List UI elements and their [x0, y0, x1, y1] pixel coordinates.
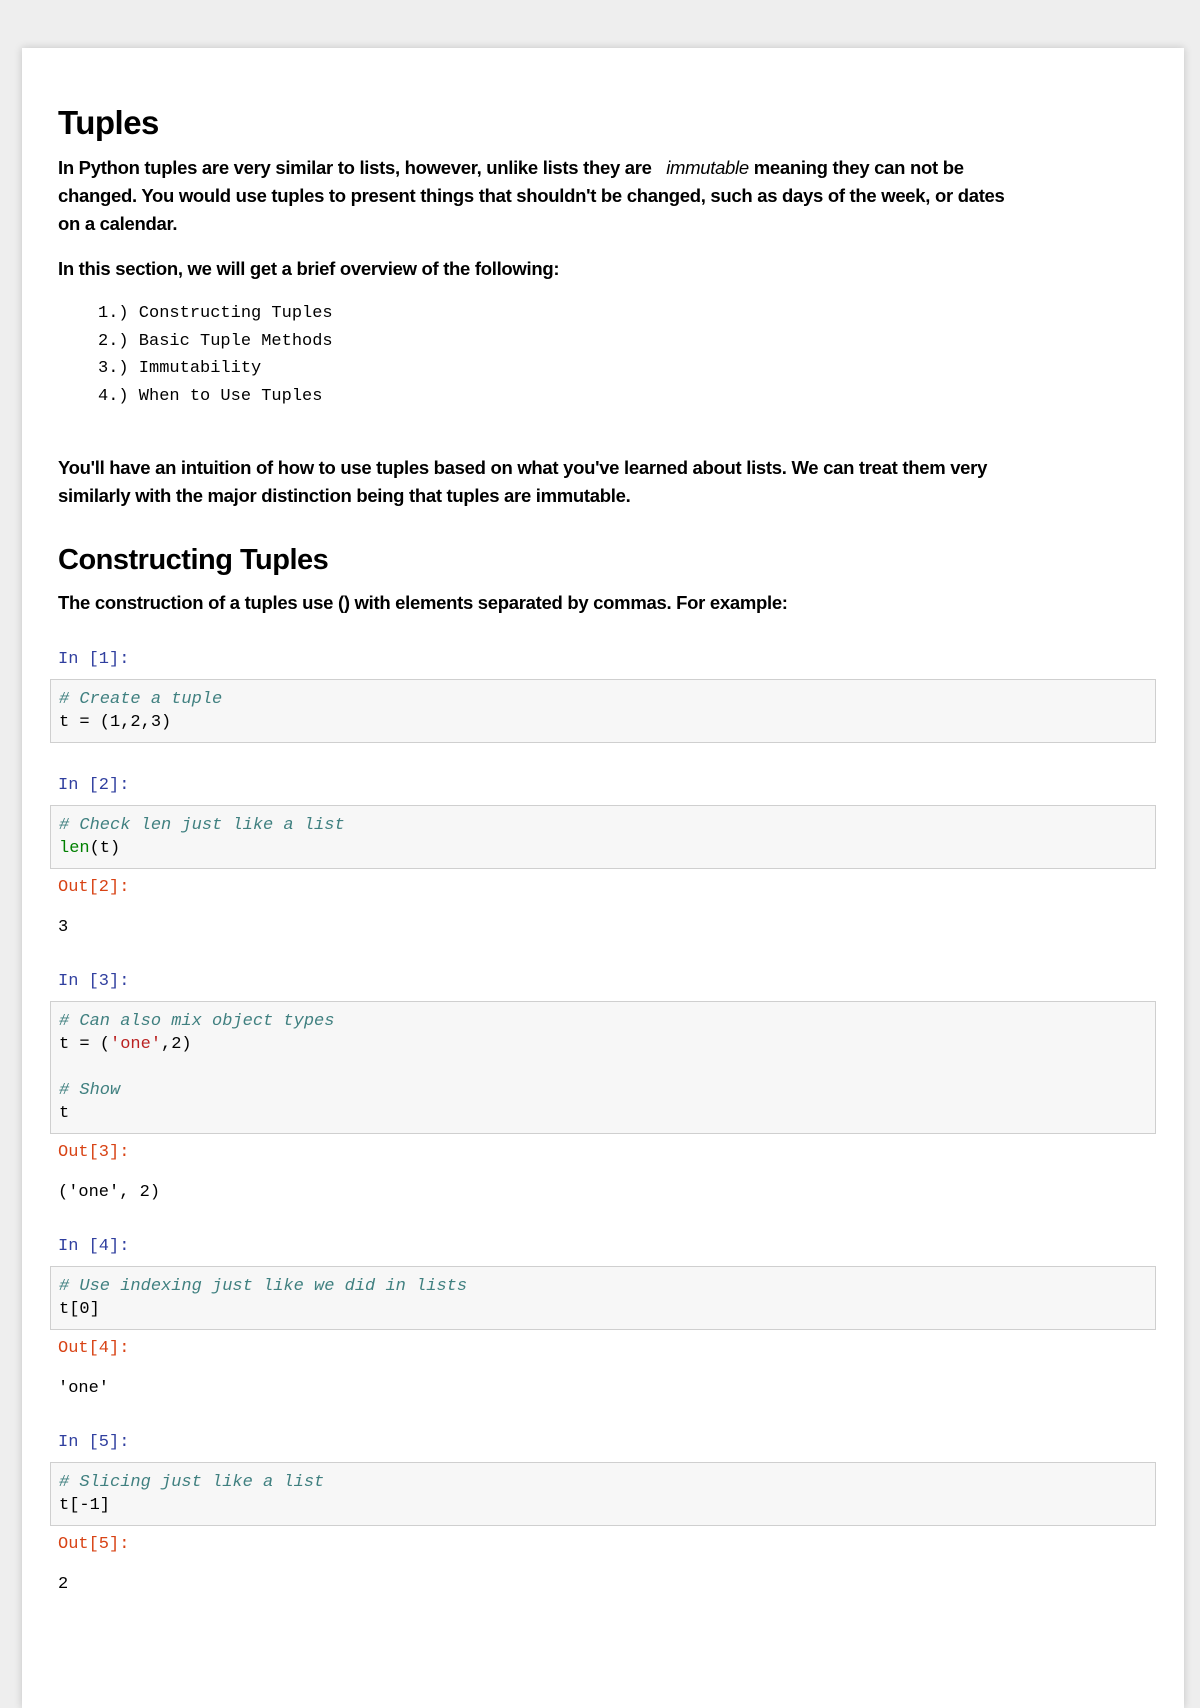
intuition-paragraph: [58, 454, 1158, 510]
out-prompt-3: Out[3]:: [58, 1143, 130, 1162]
in-prompt-4: In [4]:: [58, 1237, 130, 1256]
out-prompt-4: Out[4]:: [58, 1339, 130, 1358]
code-string: 'one': [110, 1035, 162, 1054]
code-comment-show: # Show: [59, 1081, 121, 1100]
in-prompt-5: In [5]:: [58, 1433, 130, 1452]
code-builtin: len: [59, 839, 90, 858]
in-prompt-2: In [2]:: [58, 776, 130, 795]
code-post: ,2): [161, 1035, 192, 1054]
code-args: (t): [89, 839, 121, 858]
code-comment: # Check len just like a list: [59, 816, 345, 835]
code-line: t = (1,2,3): [59, 713, 172, 732]
code-cell-5[interactable]: [50, 1462, 1156, 1526]
overview-item-4: 4.) When to Use Tuples: [98, 386, 323, 406]
out-prompt-2: Out[2]:: [58, 878, 130, 897]
section-text: The construction of a tuples use () with elements separated by commas. For example:: [58, 592, 788, 613]
code-line: t[0]: [59, 1300, 100, 1319]
immutable-emphasis: immutable: [666, 157, 749, 178]
code-line: t[-1]: [59, 1496, 111, 1515]
code-cell-3[interactable]: [50, 1001, 1156, 1134]
intuition-line-2: similarly with the major distinction being that tuples are immutable.: [58, 485, 631, 506]
code-comment: # Can also mix object types: [59, 1012, 335, 1031]
output-5: 2: [58, 1575, 69, 1594]
intro-line-1: In Python tuples are very similar to lists, however, unlike lists they are immutable meaning they can not be: [58, 157, 964, 178]
code-cell-4[interactable]: [50, 1266, 1156, 1330]
output-4: 'one': [58, 1379, 110, 1398]
notebook-page: [22, 48, 1184, 1708]
code-line-2: t: [59, 1104, 70, 1123]
notebook-content: [58, 104, 1158, 1596]
code-cell-2[interactable]: [50, 805, 1156, 869]
code-pre: t = (: [59, 1035, 111, 1054]
code-comment: # Slicing just like a list: [59, 1473, 325, 1492]
code-comment: # Use indexing just like we did in lists: [59, 1277, 468, 1296]
output-2: 3: [58, 918, 69, 937]
code-cell-1[interactable]: [50, 679, 1156, 743]
intuition-line-1: You'll have an intuition of how to use tuples based on what you've learned about lists. We can treat them very: [58, 457, 988, 478]
page-title: Tuples: [58, 104, 159, 141]
overview-item-3: 3.) Immutability: [98, 359, 262, 378]
section-heading: Constructing Tuples: [58, 544, 329, 576]
intro-line-2: changed. You would use tuples to present things that shouldn't be changed, such as days of the week, or dates: [58, 185, 1005, 206]
overview-list: [58, 300, 1158, 410]
intro-paragraph: [58, 154, 1158, 238]
out-prompt-5: Out[5]:: [58, 1535, 130, 1554]
in-prompt-3: In [3]:: [58, 972, 130, 991]
overview-item-2: 2.) Basic Tuple Methods: [98, 331, 333, 351]
in-prompt-1: In [1]:: [58, 650, 130, 669]
intro-line-3: on a calendar.: [58, 213, 178, 234]
code-comment: # Create a tuple: [59, 690, 223, 709]
overview-item-1: 1.) Constructing Tuples: [98, 304, 333, 323]
output-3: ('one', 2): [58, 1183, 161, 1202]
overview-intro: In this section, we will get a brief overview of the following:: [58, 258, 560, 279]
